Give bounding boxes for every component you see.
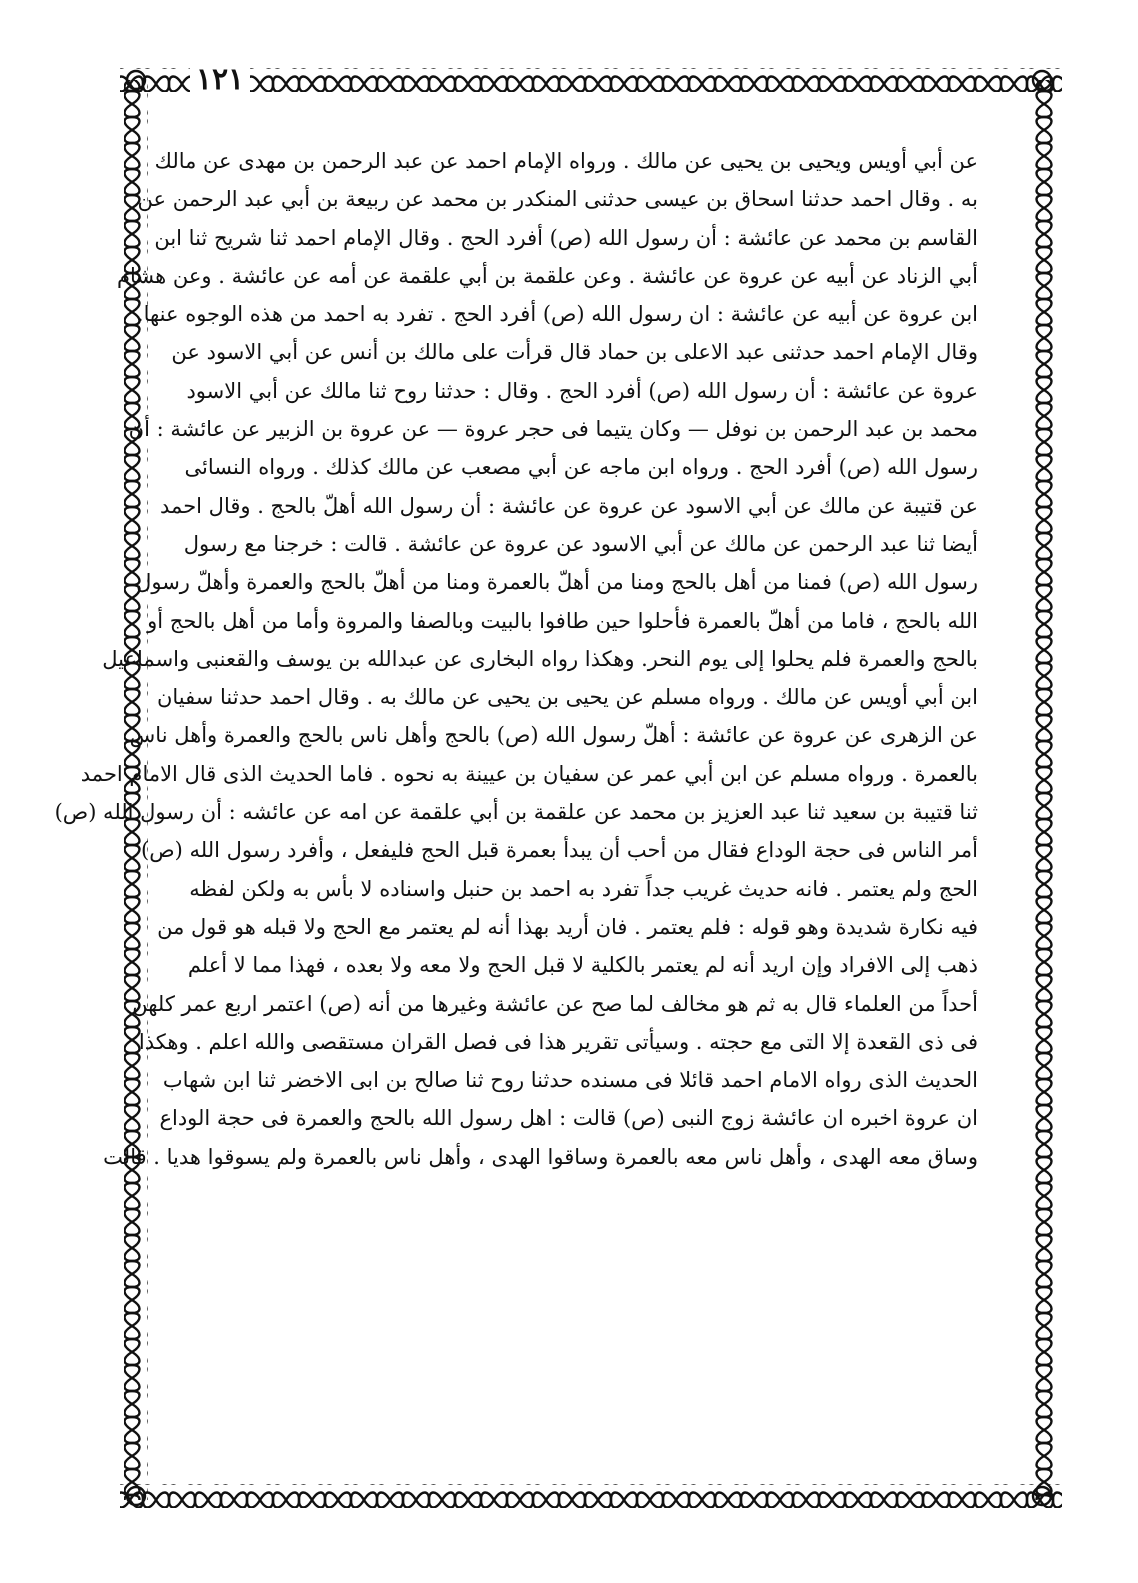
text-line: رسول الله (ص) أفرد الحج . ورواه ابن ماجه عن أبي مصعب عن مالك كذلك . ورواه النسائى <box>184 455 978 480</box>
text-line: أبي الزناد عن أبيه عن عروة عن عائشة . وعن علقمة بن أبي علقمة عن أمه عن عائشة . وعن هشام <box>117 263 978 288</box>
text-line: بالعمرة . ورواه مسلم عن ابن أبي عمر عن سفيان بن عيينة به نحوه . فاما الحديث الذى قال الامام احمد <box>80 761 978 786</box>
text-line: رسول الله (ص) فمنا من أهل بالحج ومنا من أهلّ بالعمرة ومنا من أهلّ بالحج والعمرة وأهلّ رسول <box>136 570 978 595</box>
text-line: وقال الإمام احمد حدثنى عبد الاعلى بن حماد قال قرأت على مالك بن أنس عن أبي الاسود عن <box>171 340 978 365</box>
text-line: وساق معه الهدى ، وأهل ناس معه بالعمرة وساقوا الهدى ، وأهل ناس بالعمرة ولم يسوقوا هديا . قالت <box>103 1144 978 1169</box>
text-line: ذهب إلى الافراد وإن اريد أنه لم يعتمر بالكلية لا قبل الحج ولا معه ولا بعده ، فهذا مما لا أعلم <box>187 953 978 978</box>
arabic-text-body <box>54 142 978 1452</box>
text-line: الحديث الذى رواه الامام احمد قائلا فى مسنده حدثنا روح ثنا صالح بن ابى الاخضر ثنا ابن شهاب <box>162 1068 978 1093</box>
text-line: فى ذى القعدة إلا التى مع حجته . وسيأتى تقرير هذا فى فصل القران مستقصى والله اعلم . وهكذا <box>138 1029 978 1054</box>
page-number: ١٢١ <box>190 60 250 100</box>
text-line: أحداً من العلماء قال به ثم هو مخالف لما صح عن عائشة وغيرها من أنه (ص) اعتمر اربع عمر كلهن <box>132 991 978 1016</box>
text-line: عن أبي أويس ويحيى بن يحيى عن مالك . ورواه الإمام احمد عن عبد الرحمن بن مهدى عن مالك <box>154 149 978 173</box>
text-line: محمد بن عبد الرحمن بن نوفل — وكان يتيما فى حجر عروة — عن عروة بن الزبير عن عائشة : أن <box>128 417 978 442</box>
text-line: ان عروة اخبره ان عائشة زوج النبى (ص) قالت : اهل رسول الله بالحج والعمرة فى حجة الوداع <box>159 1106 978 1131</box>
text-line: عن الزهرى عن عروة عن عائشة : أهلّ رسول الله (ص) بالحج وأهل ناس بالحج والعمرة وأهل ناس <box>129 723 978 748</box>
text-line: أمر الناس فى حجة الوداع فقال من أحب أن يبدأ بعمرة قبل الحج فليفعل ، وأفرد رسول الله (ص) <box>141 838 978 863</box>
text-line: ثنا قتيبة بن سعيد ثنا عبد العزيز بن محمد عن علقمة بن أبي علقمة عن امه عن عائشه : أن رسول الله (ص) <box>54 800 978 825</box>
text-line: عروة عن عائشة : أن رسول الله (ص) أفرد الحج . وقال : حدثنا روح ثنا مالك عن أبي الاسود <box>186 378 978 403</box>
text-line: ابن أبي أويس عن مالك . ورواه مسلم عن يحيى بن يحيى عن مالك به . وقال احمد حدثنا سفيان <box>156 685 978 710</box>
text-line: ابن عروة عن أبيه عن عائشة : ان رسول الله (ص) أفرد الحج . تفرد به احمد من هذه الوجوه عنها. <box>136 302 978 327</box>
text-line: الحج ولم يعتمر . فانه حديث غريب جداً تفرد به احمد بن حنبل واسناده لا بأس به ولكن لفظه <box>189 876 978 901</box>
text-line: أيضا ثنا عبد الرحمن عن مالك عن أبي الاسود عن عروة عن عائشة . قالت : خرجنا مع رسول <box>183 531 978 556</box>
text-line: فيه نكارة شديدة وهو قوله : فلم يعتمر . فان أريد بهذا أنه لم يعتمر مع الحج ولا قبله هو قول من <box>157 914 978 939</box>
text-line: عن قتيبة عن مالك عن أبي الاسود عن عروة عن عائشة : أن رسول الله أهلّ بالحج . وقال احمد <box>160 493 978 518</box>
text-line: بالحج والعمرة فلم يحلوا إلى يوم النحر. وهكذا رواه البخارى عن عبدالله بن يوسف والقعنبى واسماعيل <box>102 646 978 671</box>
text-line: القاسم بن محمد عن عائشة : أن رسول الله (ص) أفرد الحج . وقال الإمام احمد ثنا شريح ثنا ابن <box>154 225 978 250</box>
text-line: الله بالحج ، فاما من أهلّ بالعمرة فأحلوا حين طافوا بالبيت وبالصفا والمروة وأما من أهل بالحج أو <box>147 608 978 633</box>
text-line: به . وقال احمد حدثنا اسحاق بن عيسى حدثنى المنكدر بن محمد عن ربيعة بن أبي عبد الرحمن عن <box>137 187 978 212</box>
